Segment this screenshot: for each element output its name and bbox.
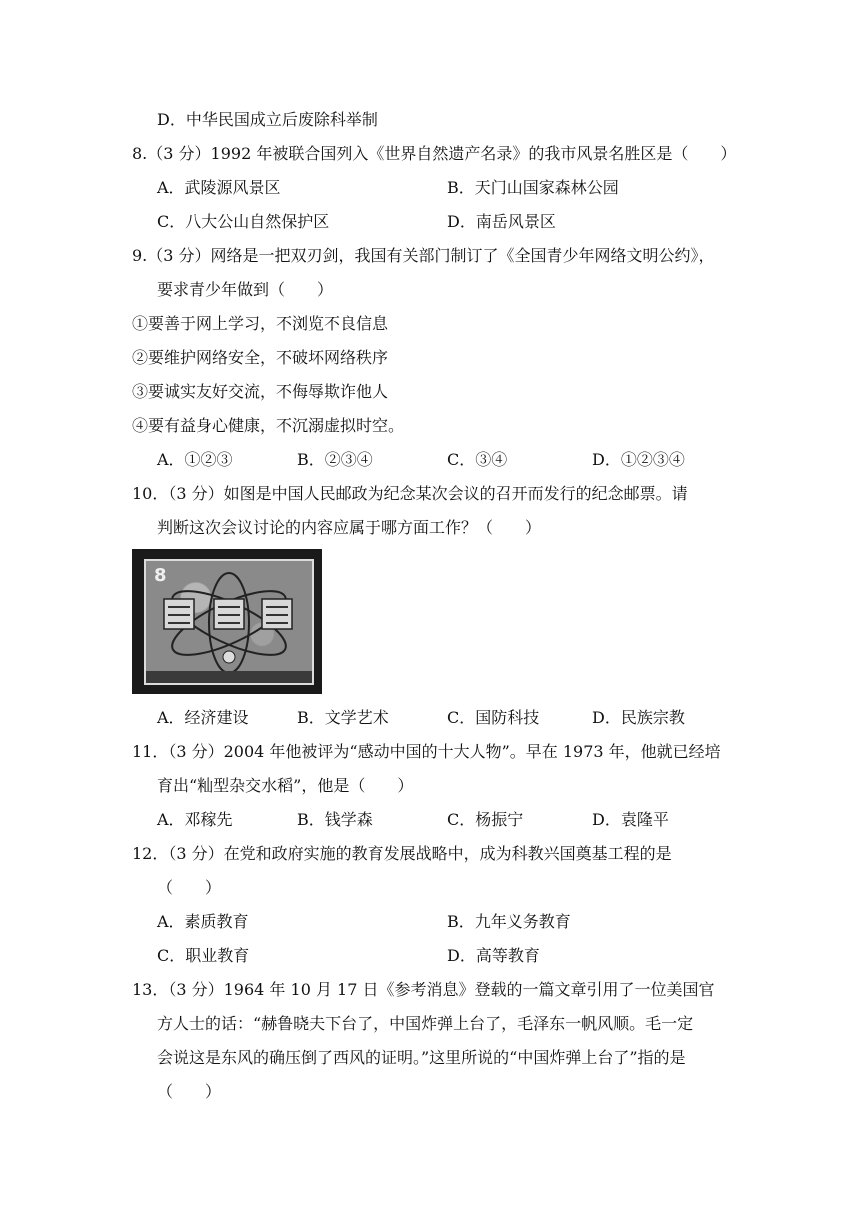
q12-option-c: C．职业教育 xyxy=(157,946,250,965)
q10-stem-line2: 判断这次会议讨论的内容应属于哪方面工作？（ ） xyxy=(157,518,542,537)
q8-option-d: D．南岳风景区 xyxy=(447,212,556,231)
q9-item-3: ③要诚实友好交流，不侮辱欺诈他人 xyxy=(132,382,389,401)
stamp-artwork xyxy=(144,559,314,685)
q8-option-a: A．武陵源风景区 xyxy=(157,178,281,197)
q13-stem-line2: 方人士的话：“赫鲁晓夫下台了，中国炸弹上台了，毛泽东一帆风顺。毛一定 xyxy=(157,1014,694,1033)
q9-stem-line1: 9.（3 分）网络是一把双刃剑，我国有关部门制订了《全国青少年网络文明公约》， xyxy=(132,246,715,265)
q13-stem-line4: （ ） xyxy=(157,1082,222,1101)
q9-item-1: ①要善于网上学习，不浏览不良信息 xyxy=(132,314,389,333)
q11-option-b: B．钱学森 xyxy=(297,810,373,829)
q13-stem-line3: 会说这是东风的确压倒了西风的证明。”这里所说的“中国炸弹上台了”指的是 xyxy=(157,1048,686,1067)
q9-stem-line2: 要求青少年做到（ ） xyxy=(157,280,334,299)
q12-option-b: B．九年义务教育 xyxy=(447,912,571,931)
q8-option-b: B．天门山国家森林公园 xyxy=(447,178,619,197)
q9-item-2: ②要维护网络安全，不破坏网络秩序 xyxy=(132,348,389,367)
q11-stem-line2: 育出“籼型杂交水稻”，他是（ ） xyxy=(157,776,414,795)
q10-option-c: C．国防科技 xyxy=(447,708,540,727)
stamp-denomination: 8 xyxy=(154,565,167,586)
q10-option-b: B．文学艺术 xyxy=(297,708,389,727)
q11-option-d: D．袁隆平 xyxy=(592,810,669,829)
q11-stem-line1: 11．（3 分）2004 年他被评为“感动中国的十大人物”。早在 1973 年，他就已经培 xyxy=(132,742,721,761)
q11-option-c: C．杨振宁 xyxy=(447,810,524,829)
q12-option-d: D．高等教育 xyxy=(447,946,540,965)
q10-stem-line1: 10．（3 分）如图是中国人民邮政为纪念某次会议的召开而发行的纪念邮票。请 xyxy=(132,484,688,503)
q9-option-b: B．②③④ xyxy=(297,450,373,469)
q7-option-d: D．中华民国成立后废除科举制 xyxy=(157,110,378,129)
q8-option-c: C．八大公山自然保护区 xyxy=(157,212,330,231)
stamp-atom-graphic xyxy=(146,561,312,683)
q9-option-a: A．①②③ xyxy=(157,450,233,469)
q11-option-a: A．邓稼先 xyxy=(157,810,233,829)
q13-stem-line1: 13．（3 分）1964 年 10 月 17 日《参考消息》登载的一篇文章引用了一位美国官 xyxy=(132,980,715,999)
q12-option-a: A．素质教育 xyxy=(157,912,249,931)
q10-option-d: D．民族宗教 xyxy=(592,708,685,727)
q9-item-4: ④要有益身心健康，不沉溺虚拟时空。 xyxy=(132,416,405,435)
q9-option-c: C．③④ xyxy=(447,450,508,469)
q12-stem-line1: 12．（3 分）在党和政府实施的教育发展战略中，成为科教兴国奠基工程的是 xyxy=(132,844,672,863)
q12-stem-line2: （ ） xyxy=(157,878,222,897)
stamp-bottom-band xyxy=(146,671,312,683)
commemorative-stamp-image xyxy=(132,549,322,694)
q9-option-d: D．①②③④ xyxy=(592,450,685,469)
q8-stem: 8.（3 分）1992 年被联合国列入《世界自然遗产名录》的我市风景名胜区是（ ） xyxy=(132,144,737,163)
q10-option-a: A．经济建设 xyxy=(157,708,249,727)
